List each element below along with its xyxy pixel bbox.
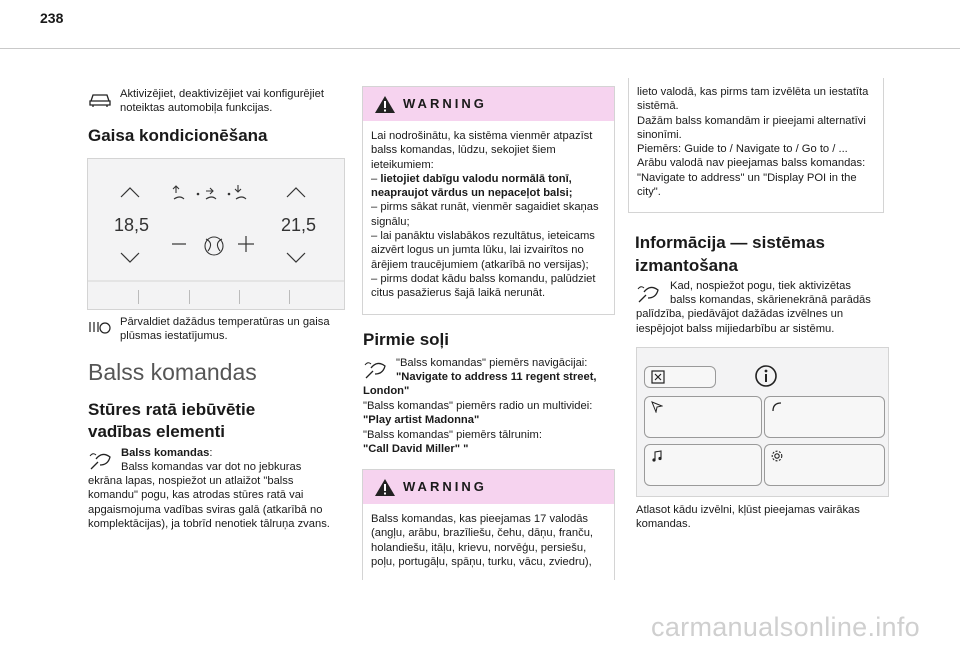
intro-text: Aktivizējiet, deaktivizējiet vai konfigurējiet noteiktas automobiļa funkcijas. — [120, 88, 324, 115]
warning-box-continued — [628, 78, 884, 213]
warning1-item1: lietojiet dabīgu valodu normālā tonī, neapraujot vārdus un nepaceļot balsi; — [371, 172, 573, 200]
phone-menu-tile — [764, 396, 885, 438]
music-menu-tile — [644, 444, 762, 486]
synonyms-text: Dažām balss komandām ir pieejami alternatīvi sinonīmi. — [637, 114, 866, 141]
warning-cont-body — [629, 78, 883, 199]
temp-right: 21,5 — [281, 215, 317, 235]
nav-example-command: "Navigate to address 11 regent street, London" — [363, 371, 597, 398]
dot-separator — [197, 193, 200, 196]
music-note-icon — [651, 450, 663, 462]
first-steps-heading: Pirmie soļi — [363, 330, 449, 349]
info-heading-line1: Informācija — sistēmas — [635, 233, 825, 252]
screen-close-tile — [644, 366, 716, 388]
warning1-item3: lai panāktu vislabākos rezultātus, ieteicams aizvērt logus un jumta lūku, lai izvairītos no ārējiem traucējumiem (atkarībā no versijas); — [371, 230, 595, 271]
warning-box-1 — [362, 86, 615, 315]
warning-box-2 — [362, 469, 615, 580]
warning1-item2: pirms sākat runāt, vienmēr sagaidiet skaņas signālu; — [371, 201, 599, 228]
warning-title: WARNING — [403, 479, 487, 494]
warning1-item: – lai panāktu vislabākos rezultātus, ieteicams aizvērt logus un jumta lūku, lai izvairītos no ārējiem traucējumiem (atkarībā no versijas); — [371, 230, 595, 271]
warning-header — [363, 87, 614, 121]
warning-icon — [374, 478, 396, 497]
car-icon — [88, 90, 112, 108]
voice-heading: Balss komandas — [88, 359, 257, 385]
warning2-body: Balss komandas, kas pieejamas 17 valodās (angļu, arābu, brazīliešu, čehu, dāņu, franču, holandiešu, itāļu, krievu, norvēģu, persiešu, poļu, portugāļu, spāņu, turku, vācu, zviedru), — [371, 513, 594, 568]
header-rule — [0, 48, 960, 49]
voice-menu-screen-illustration — [636, 347, 889, 497]
screen-caption: Atlasot kādu izvēlni, kļūst pieejamas vairākas komandas. — [636, 504, 860, 531]
fan-airflow-icon — [88, 318, 112, 338]
voice-cmd-paragraph: ekrāna lapas, nospiežot un atlaižot "balss komandu" pogu, kas atrodas stūres ratā vai apgaismojuma vadības sviras galā (atkarībā no komplektācijas), ja tobrīd nenotiek tālruņa zvans. — [88, 475, 330, 530]
warning1-item: – pirms dodat kādu balss komandu, palūdziet citus pasažierus šajā laikā nerunāt. — [371, 272, 596, 300]
voice-cmd-colon: : — [209, 447, 213, 459]
navigation-menu-tile — [644, 396, 762, 438]
warning-title: WARNING — [403, 96, 487, 111]
info-text-line1: Kad, nospiežot pogu, tiek aktivizētas — [670, 280, 851, 292]
nav-example-label: "Balss komandas" piemērs navigācijai: — [396, 357, 588, 369]
steering-heading-line1: Stūres ratā iebūvētie — [88, 400, 256, 419]
warning1-item: – lietojiet dabīgu valodu normālā tonī, neapraujot vārdus un nepaceļot balsi; — [371, 172, 573, 200]
phone-example-command: "Call David Miller" " — [363, 443, 469, 455]
arabic-text: Arābu valodā nav pieejamas balss komandas: "Navigate to address" un "Display POI in the city". — [637, 157, 866, 199]
warning-body — [363, 121, 614, 301]
close-icon — [651, 370, 665, 384]
ac-caption: Pārvaldiet dažādus temperatūras un gaisa plūsmas iestatījumus. — [120, 316, 330, 343]
phone-icon — [771, 401, 783, 413]
examples-text: Piemērs: Guide to / Navigate to / Go to / ... — [637, 143, 848, 156]
info-icon — [754, 364, 778, 388]
warning-icon — [374, 95, 396, 114]
radio-example-label: "Balss komandas" piemērs radio un multividei: — [363, 400, 593, 412]
gear-icon — [771, 450, 783, 462]
page-number: 238 — [40, 10, 64, 26]
watermark: carmanualsonline.info — [651, 612, 920, 642]
voice-cmd-title: Balss komandas — [121, 447, 210, 459]
voice-cmd-line1 — [121, 446, 343, 460]
radio-example-command: "Play artist Madonna" — [363, 414, 480, 426]
voice-cmd-line2: Balss komandas var dot no jebkuras — [121, 461, 302, 473]
temp-left: 18,5 — [114, 215, 150, 235]
settings-menu-tile — [764, 444, 885, 486]
warning1-intro: Lai nodrošinātu, ka sistēma vienmēr atpazīst balss komandas, lūdzu, sekojiet šiem ieteikumiem: — [371, 130, 593, 171]
info-text-paragraph: balss komandas, skārienekrānā parādās palīdzība, piedāvājot dažādas izvēlnes un iespējojot balss mijiedarbību ar sistēmu. — [636, 294, 871, 335]
warning1-item: – pirms sākat runāt, vienmēr sagaidiet skaņas signālu; — [371, 201, 599, 228]
steering-heading-line2: vadības elementi — [88, 422, 226, 441]
ac-panel-illustration — [87, 158, 345, 310]
warning-header — [363, 470, 614, 504]
voice-command-icon — [88, 449, 114, 471]
warning1-item4: pirms dodat kādu balss komandu, palūdziet citus pasažierus šajā laikā nerunāt. — [371, 272, 596, 300]
info-heading-line2: izmantošana — [635, 256, 738, 275]
phone-example-label: "Balss komandas" piemērs tālrunim: — [363, 429, 542, 441]
ac-heading: Gaisa kondicionēšana — [88, 126, 268, 145]
cont-text: lieto valodā, kas pirms tam izvēlēta un iestatīta sistēmā. — [637, 86, 869, 113]
navigation-icon — [651, 401, 663, 413]
